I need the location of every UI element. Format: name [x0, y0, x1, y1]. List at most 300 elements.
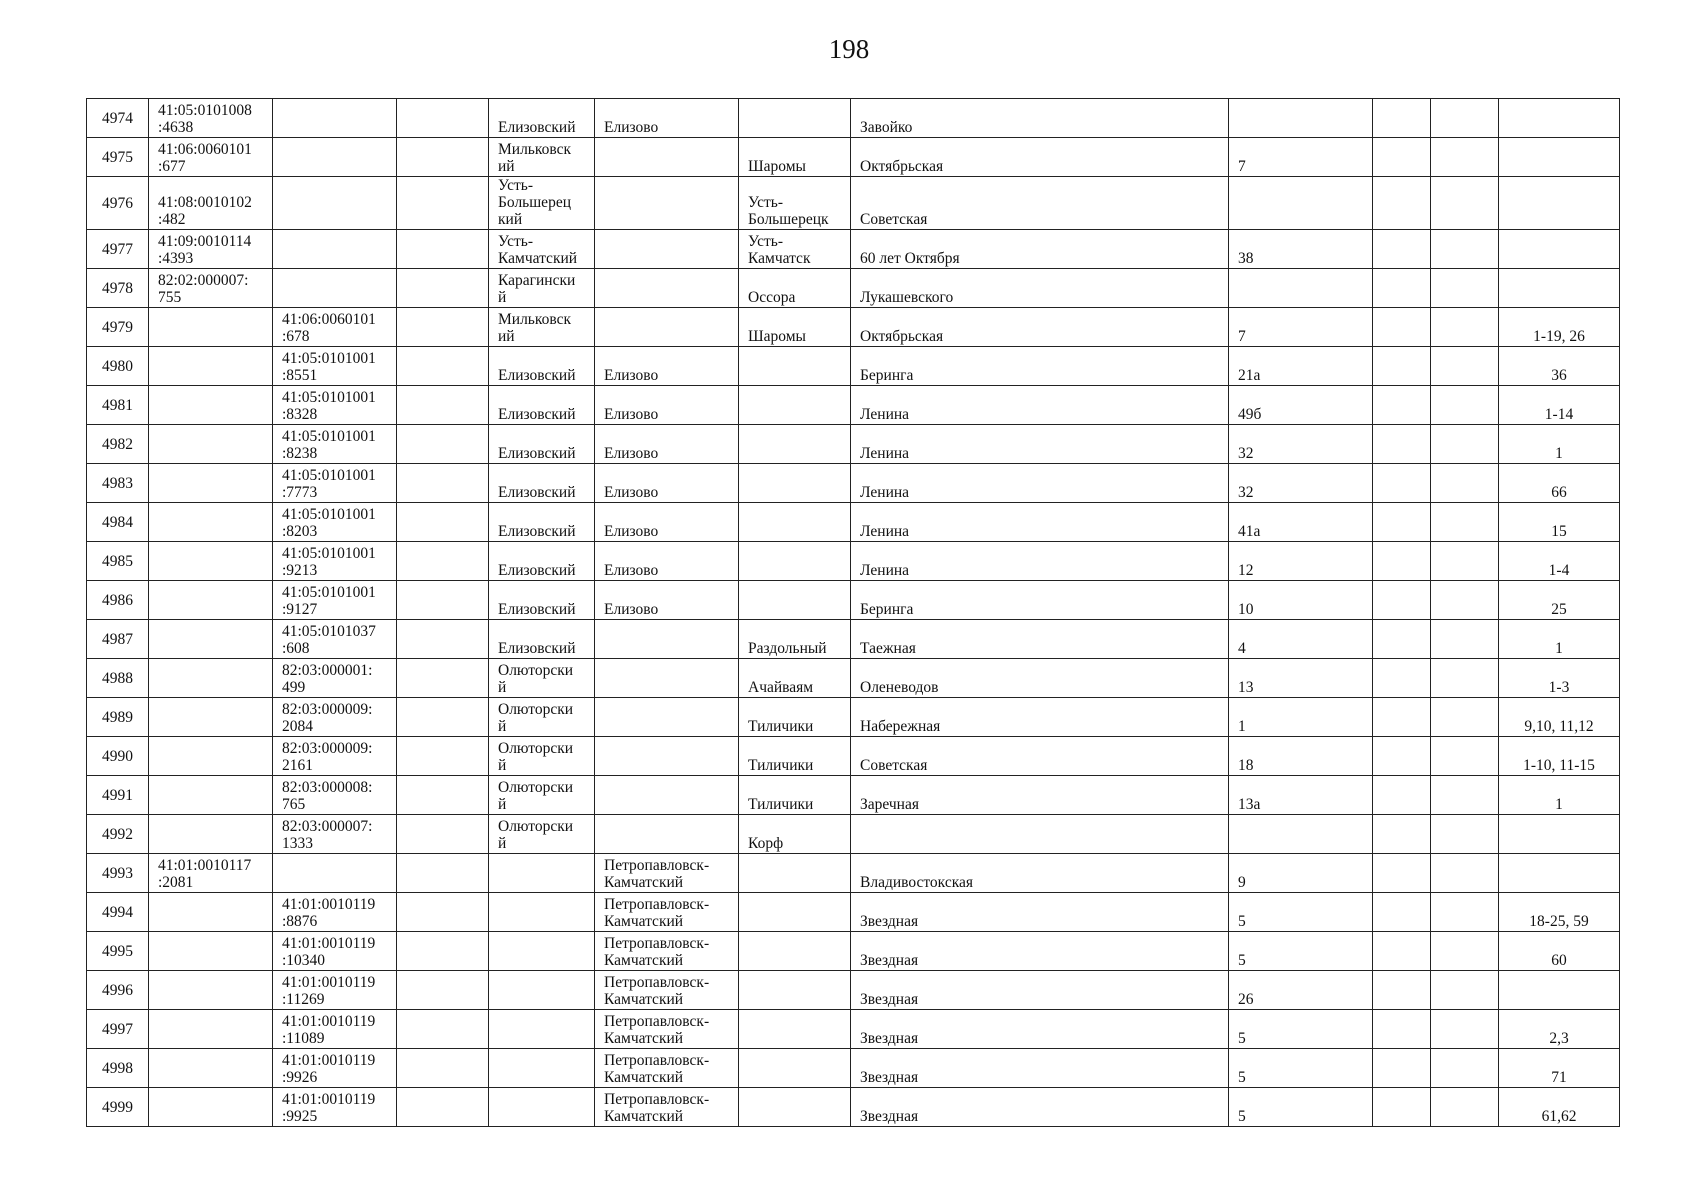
street-cell: Октябрьская [851, 308, 1229, 347]
house-cell [1229, 815, 1373, 854]
house-cell: 26 [1229, 971, 1373, 1010]
empty-cell [1431, 893, 1499, 932]
street-cell: Звездная [851, 971, 1229, 1010]
flat-cell: 66 [1499, 464, 1620, 503]
city-cell: Елизово [595, 99, 739, 138]
city-cell [595, 269, 739, 308]
empty-cell [1431, 138, 1499, 177]
premises-cadastral-cell: 41:05:0101001 :9213 [273, 542, 397, 581]
cadastral-number-cell [149, 971, 273, 1010]
settlement-cell [739, 893, 851, 932]
settlement-cell [739, 542, 851, 581]
empty-cell [1373, 698, 1431, 737]
city-cell [595, 659, 739, 698]
empty-cell [397, 99, 489, 138]
city-cell: Петропавловск- Камчатский [595, 1010, 739, 1049]
premises-cadastral-cell: 41:01:0010119 :11269 [273, 971, 397, 1010]
row-number-cell: 4997 [87, 1010, 149, 1049]
empty-cell [1373, 1049, 1431, 1088]
empty-cell [1373, 854, 1431, 893]
city-cell: Петропавловск- Камчатский [595, 854, 739, 893]
street-cell: Звездная [851, 1010, 1229, 1049]
row-number-cell: 4981 [87, 386, 149, 425]
empty-cell [1431, 659, 1499, 698]
settlement-cell: Тиличики [739, 698, 851, 737]
street-cell: Ленина [851, 386, 1229, 425]
empty-cell [397, 854, 489, 893]
cadastral-number-cell: 41:08:0010102 :482 [149, 177, 273, 230]
empty-cell [397, 308, 489, 347]
house-cell: 9 [1229, 854, 1373, 893]
house-cell: 21а [1229, 347, 1373, 386]
city-cell: Елизово [595, 503, 739, 542]
premises-cadastral-cell [273, 854, 397, 893]
street-cell: Беринга [851, 347, 1229, 386]
empty-cell [1373, 347, 1431, 386]
table-row [87, 542, 1620, 581]
district-cell [489, 1010, 595, 1049]
empty-cell [1373, 542, 1431, 581]
empty-cell [1373, 1088, 1431, 1127]
house-cell [1229, 269, 1373, 308]
district-cell [489, 932, 595, 971]
cadastral-number-cell [149, 503, 273, 542]
table-row [87, 815, 1620, 854]
city-cell [595, 815, 739, 854]
district-cell [489, 854, 595, 893]
flat-cell: 1 [1499, 776, 1620, 815]
table-row [87, 503, 1620, 542]
district-cell [489, 1088, 595, 1127]
empty-cell [1431, 932, 1499, 971]
premises-cadastral-cell: 82:03:000008: 765 [273, 776, 397, 815]
row-number-cell: 4984 [87, 503, 149, 542]
cadastral-number-cell [149, 386, 273, 425]
table-row [87, 308, 1620, 347]
row-number-cell: 4980 [87, 347, 149, 386]
empty-cell [1373, 99, 1431, 138]
cadastral-number-cell [149, 1049, 273, 1088]
row-number-cell: 4993 [87, 854, 149, 893]
street-cell: Ленина [851, 464, 1229, 503]
house-cell: 12 [1229, 542, 1373, 581]
premises-cadastral-cell: 82:03:000007: 1333 [273, 815, 397, 854]
district-cell: Олюторски й [489, 698, 595, 737]
city-cell [595, 620, 739, 659]
row-number-cell: 4976 [87, 177, 149, 230]
street-cell: Таежная [851, 620, 1229, 659]
premises-cadastral-cell: 41:01:0010119 :10340 [273, 932, 397, 971]
cadastral-number-cell [149, 815, 273, 854]
premises-cadastral-cell [273, 269, 397, 308]
row-number-cell: 4979 [87, 308, 149, 347]
cadastral-number-cell: 41:05:0101008 :4638 [149, 99, 273, 138]
city-cell: Петропавловск- Камчатский [595, 971, 739, 1010]
table-row [87, 230, 1620, 269]
empty-cell [397, 138, 489, 177]
house-cell: 4 [1229, 620, 1373, 659]
premises-cadastral-cell: 41:05:0101001 :8328 [273, 386, 397, 425]
empty-cell [1431, 737, 1499, 776]
city-cell [595, 308, 739, 347]
settlement-cell [739, 1088, 851, 1127]
row-number-cell: 4991 [87, 776, 149, 815]
house-cell: 32 [1229, 425, 1373, 464]
settlement-cell: Шаромы [739, 308, 851, 347]
settlement-cell: Тиличики [739, 737, 851, 776]
settlement-cell [739, 347, 851, 386]
registry-body [87, 99, 1620, 1127]
empty-cell [397, 1010, 489, 1049]
row-number-cell: 4985 [87, 542, 149, 581]
flat-cell [1499, 138, 1620, 177]
flat-cell: 25 [1499, 581, 1620, 620]
settlement-cell [739, 581, 851, 620]
cadastral-number-cell [149, 776, 273, 815]
district-cell: Елизовский [489, 503, 595, 542]
table-row [87, 177, 1620, 230]
empty-cell [397, 503, 489, 542]
flat-cell: 60 [1499, 932, 1620, 971]
flat-cell [1499, 971, 1620, 1010]
empty-cell [1373, 503, 1431, 542]
house-cell: 7 [1229, 138, 1373, 177]
empty-cell [1431, 230, 1499, 269]
cadastral-number-cell [149, 659, 273, 698]
empty-cell [1431, 620, 1499, 659]
empty-cell [1373, 932, 1431, 971]
flat-cell: 9,10, 11,12 [1499, 698, 1620, 737]
street-cell: Набережная [851, 698, 1229, 737]
row-number-cell: 4975 [87, 138, 149, 177]
district-cell: Мильковск ий [489, 138, 595, 177]
district-cell: Елизовский [489, 464, 595, 503]
city-cell: Петропавловск- Камчатский [595, 1088, 739, 1127]
district-cell: Елизовский [489, 581, 595, 620]
district-cell: Олюторски й [489, 659, 595, 698]
row-number-cell: 4992 [87, 815, 149, 854]
settlement-cell [739, 425, 851, 464]
empty-cell [397, 177, 489, 230]
empty-cell [1431, 464, 1499, 503]
district-cell: Елизовский [489, 99, 595, 138]
empty-cell [397, 776, 489, 815]
settlement-cell [739, 1010, 851, 1049]
settlement-cell [739, 854, 851, 893]
empty-cell [397, 347, 489, 386]
table-row [87, 138, 1620, 177]
empty-cell [1373, 269, 1431, 308]
flat-cell: 1-14 [1499, 386, 1620, 425]
table-row [87, 1049, 1620, 1088]
row-number-cell: 4974 [87, 99, 149, 138]
premises-cadastral-cell [273, 99, 397, 138]
flat-cell [1499, 230, 1620, 269]
cadastral-number-cell [149, 464, 273, 503]
premises-cadastral-cell [273, 230, 397, 269]
empty-cell [1431, 698, 1499, 737]
district-cell: Мильковск ий [489, 308, 595, 347]
street-cell: Звездная [851, 893, 1229, 932]
street-cell: Беринга [851, 581, 1229, 620]
city-cell [595, 737, 739, 776]
empty-cell [1431, 776, 1499, 815]
table-row [87, 269, 1620, 308]
empty-cell [397, 542, 489, 581]
flat-cell [1499, 815, 1620, 854]
street-cell: Владивостокская [851, 854, 1229, 893]
premises-cadastral-cell: 82:03:000009: 2084 [273, 698, 397, 737]
city-cell: Елизово [595, 347, 739, 386]
settlement-cell [739, 386, 851, 425]
empty-cell [397, 620, 489, 659]
district-cell: Усть- Большерец кий [489, 177, 595, 230]
cadastral-number-cell [149, 425, 273, 464]
settlement-cell: Шаромы [739, 138, 851, 177]
empty-cell [397, 425, 489, 464]
street-cell: Ленина [851, 542, 1229, 581]
flat-cell: 18-25, 59 [1499, 893, 1620, 932]
settlement-cell [739, 503, 851, 542]
empty-cell [1431, 815, 1499, 854]
settlement-cell: Усть- Камчатск [739, 230, 851, 269]
house-cell: 5 [1229, 932, 1373, 971]
empty-cell [1431, 971, 1499, 1010]
table-row [87, 386, 1620, 425]
premises-cadastral-cell: 41:06:0060101 :678 [273, 308, 397, 347]
empty-cell [1373, 581, 1431, 620]
registry-table [86, 98, 1620, 1127]
empty-cell [397, 659, 489, 698]
house-cell: 10 [1229, 581, 1373, 620]
district-cell [489, 893, 595, 932]
district-cell: Елизовский [489, 386, 595, 425]
row-number-cell: 4987 [87, 620, 149, 659]
empty-cell [1373, 620, 1431, 659]
flat-cell: 61,62 [1499, 1088, 1620, 1127]
cadastral-number-cell [149, 620, 273, 659]
flat-cell: 15 [1499, 503, 1620, 542]
city-cell: Петропавловск- Камчатский [595, 932, 739, 971]
empty-cell [1431, 347, 1499, 386]
house-cell: 32 [1229, 464, 1373, 503]
empty-cell [397, 1049, 489, 1088]
page-number: 198 [828, 34, 870, 64]
settlement-cell: Тиличики [739, 776, 851, 815]
settlement-cell [739, 971, 851, 1010]
district-cell: Усть- Камчатский [489, 230, 595, 269]
empty-cell [1431, 425, 1499, 464]
settlement-cell: Раздольный [739, 620, 851, 659]
house-cell [1229, 177, 1373, 230]
city-cell [595, 776, 739, 815]
cadastral-number-cell [149, 932, 273, 971]
cadastral-number-cell: 41:01:0010117 :2081 [149, 854, 273, 893]
empty-cell [1431, 308, 1499, 347]
table-row [87, 659, 1620, 698]
empty-cell [397, 737, 489, 776]
table-row [87, 698, 1620, 737]
flat-cell [1499, 854, 1620, 893]
city-cell: Елизово [595, 542, 739, 581]
district-cell [489, 971, 595, 1010]
premises-cadastral-cell: 41:01:0010119 :9925 [273, 1088, 397, 1127]
district-cell: Олюторски й [489, 737, 595, 776]
empty-cell [397, 971, 489, 1010]
flat-cell: 36 [1499, 347, 1620, 386]
row-number-cell: 4999 [87, 1088, 149, 1127]
house-cell: 5 [1229, 1010, 1373, 1049]
row-number-cell: 4994 [87, 893, 149, 932]
table-row [87, 464, 1620, 503]
empty-cell [1373, 230, 1431, 269]
premises-cadastral-cell: 41:05:0101001 :9127 [273, 581, 397, 620]
street-cell: Ленина [851, 425, 1229, 464]
premises-cadastral-cell: 82:03:000001: 499 [273, 659, 397, 698]
empty-cell [1373, 308, 1431, 347]
house-cell: 13 [1229, 659, 1373, 698]
cadastral-number-cell [149, 698, 273, 737]
city-cell: Петропавловск- Камчатский [595, 893, 739, 932]
table-row [87, 99, 1620, 138]
house-cell: 5 [1229, 893, 1373, 932]
cadastral-number-cell: 41:06:0060101 :677 [149, 138, 273, 177]
district-cell: Елизовский [489, 425, 595, 464]
district-cell: Елизовский [489, 347, 595, 386]
district-cell: Елизовский [489, 542, 595, 581]
cadastral-number-cell [149, 893, 273, 932]
flat-cell: 1-4 [1499, 542, 1620, 581]
table-row [87, 425, 1620, 464]
city-cell: Петропавловск- Камчатский [595, 1049, 739, 1088]
premises-cadastral-cell: 41:05:0101001 :8203 [273, 503, 397, 542]
house-cell: 5 [1229, 1049, 1373, 1088]
premises-cadastral-cell [273, 138, 397, 177]
street-cell: Советская [851, 737, 1229, 776]
flat-cell: 1-3 [1499, 659, 1620, 698]
table-row [87, 1088, 1620, 1127]
district-cell: Елизовский [489, 620, 595, 659]
empty-cell [397, 932, 489, 971]
row-number-cell: 4988 [87, 659, 149, 698]
empty-cell [397, 698, 489, 737]
house-cell: 1 [1229, 698, 1373, 737]
empty-cell [397, 230, 489, 269]
flat-cell [1499, 177, 1620, 230]
empty-cell [1373, 386, 1431, 425]
settlement-cell: Корф [739, 815, 851, 854]
empty-cell [397, 464, 489, 503]
flat-cell [1499, 99, 1620, 138]
city-cell: Елизово [595, 386, 739, 425]
street-cell: Звездная [851, 932, 1229, 971]
house-cell: 38 [1229, 230, 1373, 269]
settlement-cell [739, 1049, 851, 1088]
empty-cell [1431, 1010, 1499, 1049]
premises-cadastral-cell: 82:03:000009: 2161 [273, 737, 397, 776]
table-row [87, 854, 1620, 893]
empty-cell [397, 269, 489, 308]
empty-cell [1373, 815, 1431, 854]
empty-cell [1373, 776, 1431, 815]
empty-cell [397, 1088, 489, 1127]
premises-cadastral-cell: 41:05:0101001 :8551 [273, 347, 397, 386]
cadastral-number-cell [149, 581, 273, 620]
empty-cell [1373, 737, 1431, 776]
empty-cell [1373, 893, 1431, 932]
table-row [87, 893, 1620, 932]
table-row [87, 347, 1620, 386]
street-cell: Лукашевского [851, 269, 1229, 308]
table-row [87, 932, 1620, 971]
table-row [87, 620, 1620, 659]
empty-cell [1431, 1049, 1499, 1088]
street-cell: Оленеводов [851, 659, 1229, 698]
empty-cell [1431, 854, 1499, 893]
table-row [87, 971, 1620, 1010]
settlement-cell [739, 99, 851, 138]
row-number-cell: 4982 [87, 425, 149, 464]
cadastral-number-cell [149, 1010, 273, 1049]
settlement-cell: Ачайваям [739, 659, 851, 698]
empty-cell [1373, 425, 1431, 464]
flat-cell [1499, 269, 1620, 308]
district-cell: Олюторски й [489, 776, 595, 815]
empty-cell [1373, 138, 1431, 177]
city-cell: Елизово [595, 581, 739, 620]
row-number-cell: 4983 [87, 464, 149, 503]
empty-cell [1431, 386, 1499, 425]
city-cell [595, 138, 739, 177]
house-cell: 18 [1229, 737, 1373, 776]
flat-cell: 1 [1499, 620, 1620, 659]
city-cell: Елизово [595, 425, 739, 464]
row-number-cell: 4989 [87, 698, 149, 737]
empty-cell [397, 581, 489, 620]
street-cell: Заречная [851, 776, 1229, 815]
street-cell: Октябрьская [851, 138, 1229, 177]
settlement-cell: Оссора [739, 269, 851, 308]
street-cell [851, 815, 1229, 854]
empty-cell [1373, 971, 1431, 1010]
cadastral-number-cell [149, 542, 273, 581]
cadastral-number-cell: 82:02:000007: 755 [149, 269, 273, 308]
empty-cell [397, 386, 489, 425]
settlement-cell [739, 464, 851, 503]
flat-cell: 1 [1499, 425, 1620, 464]
flat-cell: 1-10, 11-15 [1499, 737, 1620, 776]
premises-cadastral-cell: 41:05:0101037 :608 [273, 620, 397, 659]
district-cell: Карагински й [489, 269, 595, 308]
empty-cell [1431, 542, 1499, 581]
row-number-cell: 4996 [87, 971, 149, 1010]
row-number-cell: 4978 [87, 269, 149, 308]
cadastral-number-cell [149, 1088, 273, 1127]
flat-cell: 1-19, 26 [1499, 308, 1620, 347]
city-cell: Елизово [595, 464, 739, 503]
empty-cell [1431, 1088, 1499, 1127]
empty-cell [397, 815, 489, 854]
flat-cell: 2,3 [1499, 1010, 1620, 1049]
table-row [87, 737, 1620, 776]
empty-cell [1373, 177, 1431, 230]
cadastral-number-cell: 41:09:0010114 :4393 [149, 230, 273, 269]
cadastral-number-cell [149, 308, 273, 347]
premises-cadastral-cell [273, 177, 397, 230]
row-number-cell: 4986 [87, 581, 149, 620]
premises-cadastral-cell: 41:01:0010119 :11089 [273, 1010, 397, 1049]
house-cell: 13а [1229, 776, 1373, 815]
